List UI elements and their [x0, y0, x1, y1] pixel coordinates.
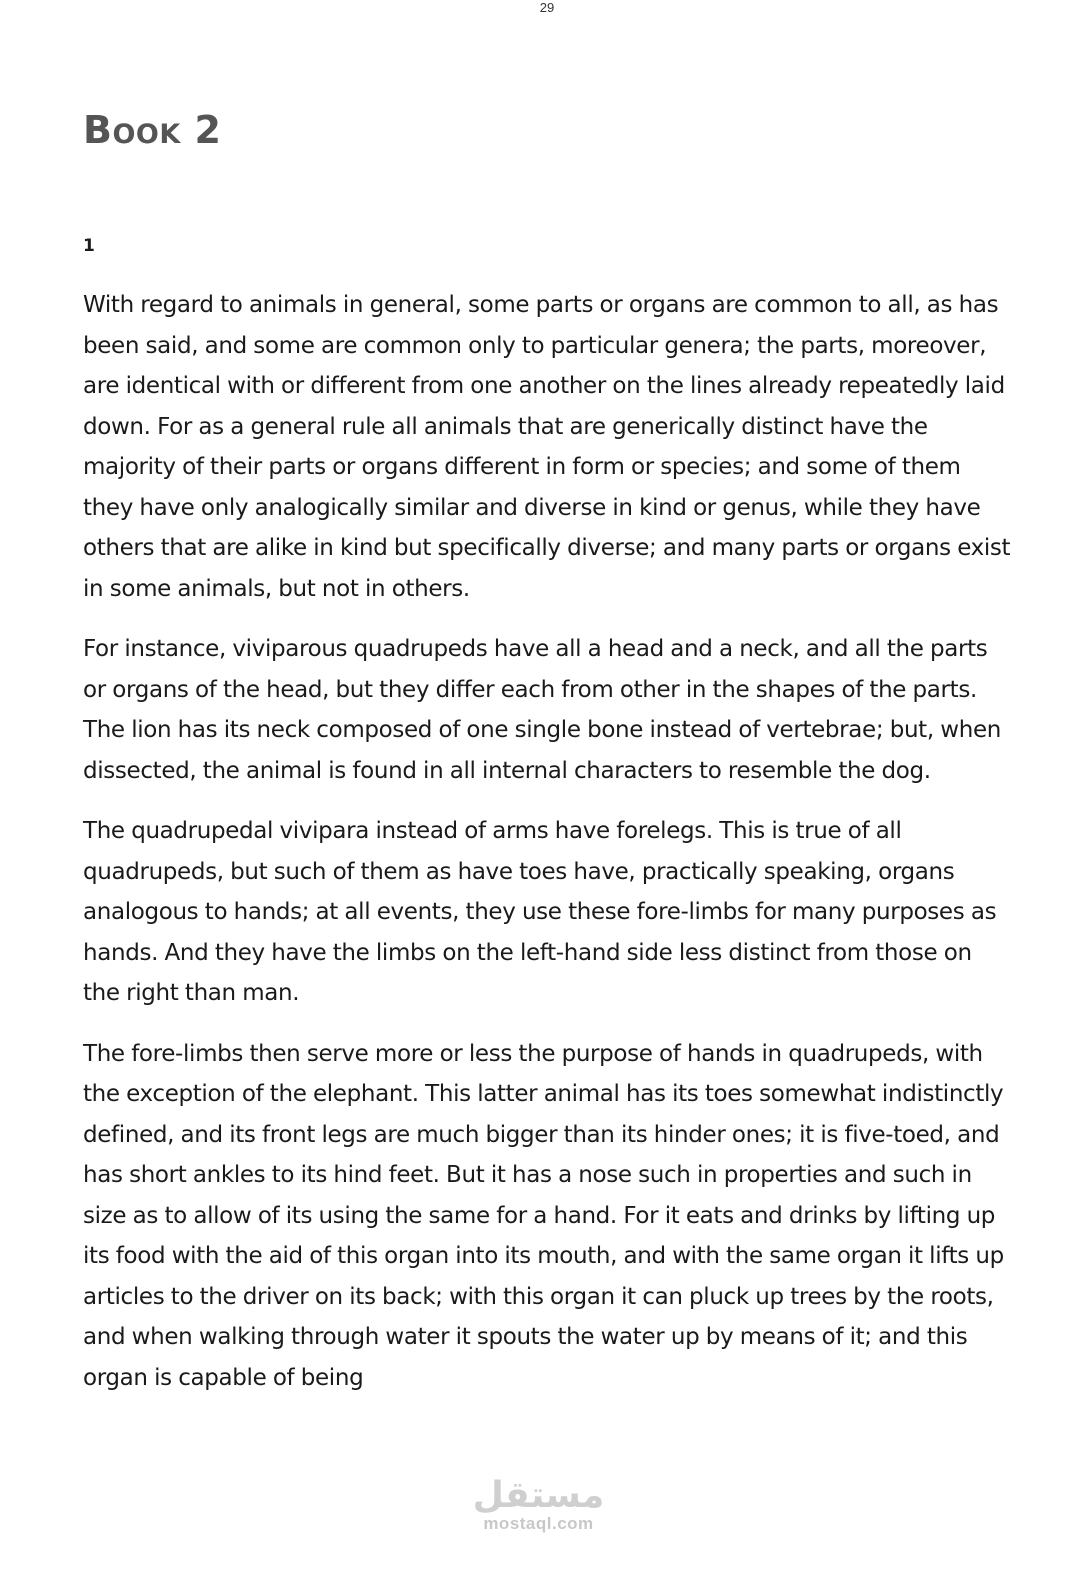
watermark-arabic-text: مستقل — [472, 1475, 605, 1516]
chapter-number: 1 — [83, 236, 95, 256]
body-text — [83, 285, 1013, 1418]
book-title: Book 2 — [83, 108, 222, 152]
paragraph-1: With regard to animals in general, some parts or organs are common to all, as has been said, and some are common only to particular genera; the parts, moreover, are identical with or different from one another on the lines already repeatedly laid down. For as a general rule all animals that are generically distinct have the majority of their parts or organs different in form or species; and some of them they have only analogically similar and diverse in kind or genus, while they have others that are alike in kind but specifically diverse; and many parts or organs exist in some animals, but not in others. — [83, 292, 1011, 602]
paragraph-2: For instance, viviparous quadrupeds have all a head and a neck, and all the parts or organs of the head, but they differ each from other in the shapes of the parts. The lion has its neck composed of one single bone instead of vertebrae; but, when dissected, the animal is found in all internal characters to resemble the dog. — [83, 636, 1001, 784]
page-number: 29 — [539, 0, 555, 15]
watermark-latin-text: mostaql.com — [483, 1514, 594, 1533]
paragraph-3: The quadrupedal vivipara instead of arms have forelegs. This is true of all quadrupeds, but such of them as have toes have, practically speaking, organs analogous to hands; at all events, they use these fore-limbs for many purposes as hands. And they have the limbs on the left-hand side less distinct from those on the right than man. — [83, 818, 997, 1006]
paragraph-4: The fore-limbs then serve more or less the purpose of hands in quadrupeds, with the exception of the elephant. This latter animal has its toes somewhat indistinctly defined, and its front legs are much bigger than its hinder ones; it is five-toed, and has short ankles to its hind feet. But it has a nose such in properties and such in size as to allow of its using the same for a hand. For it eats and drinks by lifting up its food with the aid of this organ into its mouth, and with the same organ it lifts up articles to the driver on its back; with this organ it can pluck up trees by the roots, and when walking through water it spouts the water up by means of it; and this organ is capable of being — [83, 1040, 1004, 1391]
watermark-logo — [0, 1475, 1077, 1534]
